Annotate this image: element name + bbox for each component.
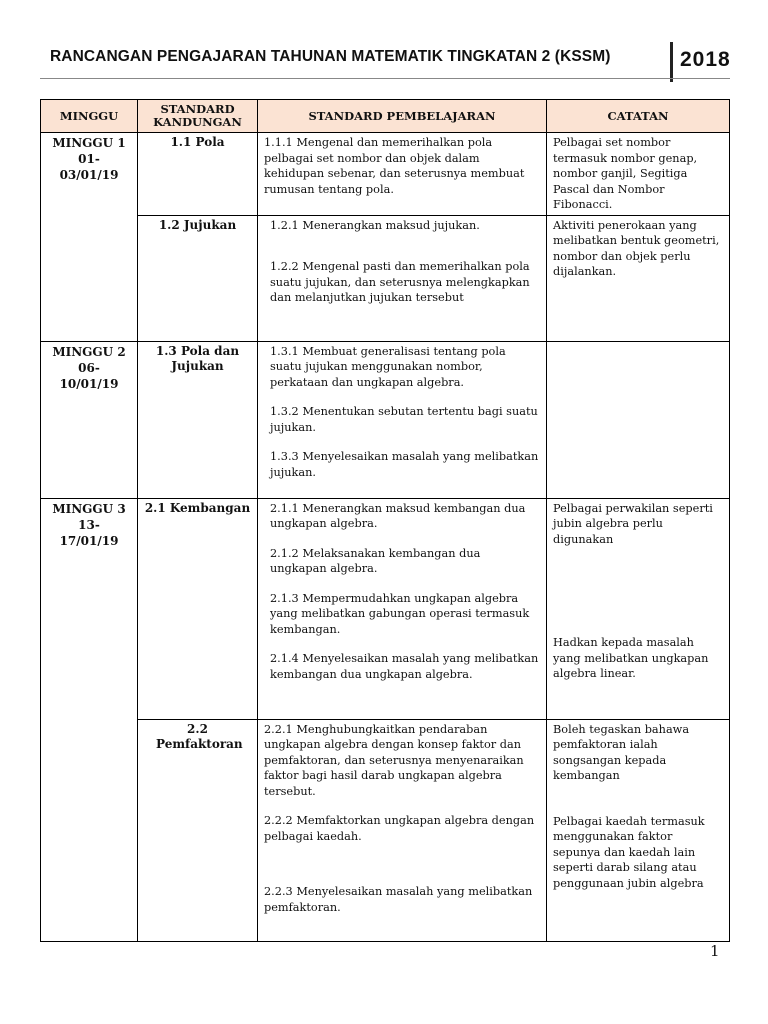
table-row: [41, 719, 730, 941]
sp-item: 2.1.2 Melaksanakan kembangan dua ungkapan algebra.: [270, 546, 481, 575]
standard-pembelajaran-cell: [258, 133, 547, 216]
week-cell: [41, 341, 138, 498]
col-header-minggu: MINGGU: [41, 100, 138, 133]
sp-item: 1.2.1 Menerangkan maksud jujukan.: [270, 218, 480, 232]
header-rule: [40, 78, 730, 79]
standard-kandungan-cell: 1.3 Pola dan Jujukan: [138, 341, 258, 498]
document-year: 2018: [680, 48, 731, 71]
sp-item: 2.1.1 Menerangkan maksud kembangan dua ungkapan algebra.: [270, 501, 526, 530]
table-row: [41, 133, 730, 216]
standard-pembelajaran-cell: [258, 498, 547, 719]
standard-pembelajaran-cell: [258, 215, 547, 341]
week-dates: 01-03/01/19: [59, 152, 119, 182]
col-header-standard-pembelajaran: STANDARD PEMBELAJARAN: [258, 100, 547, 133]
week-dates: 06-10/01/19: [59, 360, 119, 391]
week-cell: [41, 498, 138, 941]
table-row: [41, 215, 730, 341]
catatan-cell: [547, 215, 730, 341]
catatan-item: Hadkan kepada masalah yang melibatkan ungkapan algebra linear.: [553, 636, 709, 680]
catatan-item: Pelbagai set nombor termasuk nombor genap, nombor ganjil, Segitiga Pascal dan Nombor Fibonacci.: [553, 136, 698, 211]
standard-kandungan-cell: 1.2 Jujukan: [138, 215, 258, 341]
sp-item: 2.1.4 Menyelesaikan masalah yang melibatkan kembangan dua ungkapan algebra.: [270, 652, 539, 681]
catatan-cell: [547, 133, 730, 216]
document-title: RANCANGAN PENGAJARAN TAHUNAN MATEMATIK TINGKATAN 2 (KSSM): [50, 48, 611, 65]
sp-item: 1.2.2 Mengenal pasti dan memerihalkan pola suatu jujukan, dan seterusnya melengkapkan dan melanjutkan jujukan tersebut: [270, 260, 530, 304]
week-label: MINGGU 2: [52, 344, 126, 359]
sp-item: 1.1.1 Mengenal dan memerihalkan pola pelbagai set nombor dan objek dalam kehidupan sebenar, dan seterusnya membuat rumusan tentang pola.: [264, 136, 525, 196]
standard-kandungan-cell: 1.1 Pola: [138, 133, 258, 216]
catatan-item: Boleh tegaskan bahawa pemfaktoran ialah songsangan kepada kembangan: [553, 722, 690, 782]
table-row: [41, 498, 730, 719]
catatan-cell: [547, 341, 730, 498]
sp-item: 2.2.3 Menyelesaikan masalah yang melibatkan pemfaktoran.: [264, 885, 533, 914]
table-row: [41, 341, 730, 498]
page-number: 1: [710, 942, 720, 960]
sp-item: 2.1.3 Mempermudahkan ungkapan algebra yang melibatkan gabungan operasi termasuk kembangan.: [270, 591, 530, 636]
table-header-row: [41, 100, 730, 133]
standard-pembelajaran-cell: [258, 341, 547, 498]
sp-item: 2.2.2 Memfaktorkan ungkapan algebra dengan pelbagai kaedah.: [264, 814, 535, 843]
sp-item: 1.3.2 Menentukan sebutan tertentu bagi suatu jujukan.: [270, 405, 538, 434]
header-divider: [670, 42, 673, 82]
standard-kandungan-cell: 2.2 Pemfaktoran: [138, 719, 258, 941]
week-cell: [41, 133, 138, 342]
week-label: MINGGU 3: [52, 501, 126, 516]
sp-item: 2.2.1 Menghubungkaitkan pendaraban ungkapan algebra dengan konsep faktor dan pemfaktoran, dan seterusnya menyenaraikan faktor bagi hasil darab ungkapan algebra tersebut.: [264, 722, 524, 798]
col-header-catatan: CATATAN: [547, 100, 730, 133]
standard-kandungan-cell: 2.1 Kembangan: [138, 498, 258, 719]
sp-item: 1.3.3 Menyelesaikan masalah yang melibatkan jujukan.: [270, 450, 539, 479]
catatan-cell: [547, 498, 730, 719]
catatan-cell: [547, 719, 730, 941]
week-dates: 13-17/01/19: [59, 517, 119, 548]
lesson-plan-table: [40, 99, 730, 942]
week-label: MINGGU 1: [52, 136, 126, 150]
sp-item: 1.3.1 Membuat generalisasi tentang pola suatu jujukan menggunakan nombor, perkataan dan ungkapan algebra.: [270, 344, 506, 389]
standard-pembelajaran-cell: [258, 719, 547, 941]
catatan-item: Aktiviti penerokaan yang melibatkan bentuk geometri, nombor dan objek perlu dijalankan.: [553, 218, 720, 278]
page-header: [40, 42, 730, 82]
col-header-standard-kandungan: STANDARD KANDUNGAN: [138, 100, 258, 133]
catatan-item: Pelbagai perwakilan seperti jubin algebra perlu digunakan: [553, 501, 713, 546]
catatan-item: Pelbagai kaedah termasuk menggunakan faktor sepunya dan kaedah lain seperti darab silang atau penggunaan jubin algebra: [553, 814, 705, 890]
